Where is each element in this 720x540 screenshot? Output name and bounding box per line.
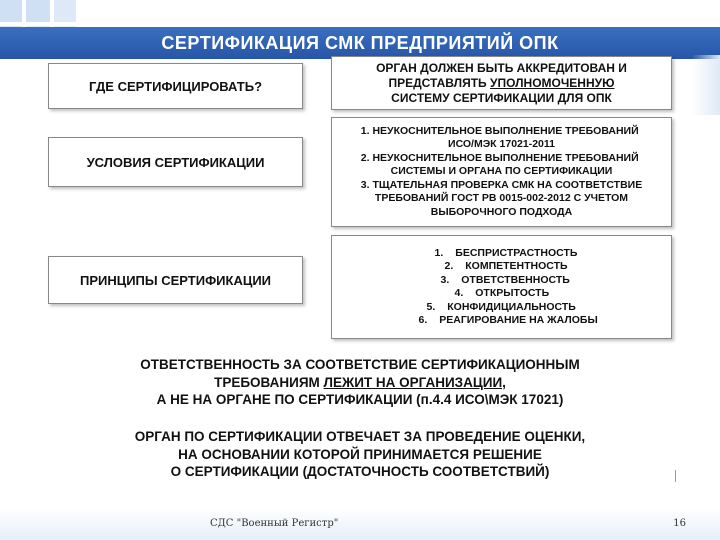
condition-line: ТРЕБОВАНИЙ ГОСТ РВ 0015-002-2012 С УЧЕТОМ: [374, 192, 629, 205]
statement-line: ОТВЕТСТВЕННОСТЬ ЗА СООТВЕТСТВИЕ СЕРТИФИКАЦИОННЫМ: [140, 357, 580, 372]
assessment-statement: [60, 428, 660, 481]
principles-list: [405, 247, 597, 328]
principle-number: 5.: [426, 300, 436, 313]
answer-line: СИСТЕМУ СЕРТИФИКАЦИИ ДЛЯ ОПК: [391, 90, 612, 105]
principle-number: 2.: [444, 260, 454, 272]
statement-line-part: ТРЕБОВАНИЯМ: [214, 374, 324, 390]
footer-organization: СДС "Военный Регистр": [210, 518, 339, 529]
label-certification-conditions-text: УСЛОВИЯ СЕРТИФИКАЦИИ: [86, 154, 265, 170]
statement-line: ОРГАН ПО СЕРТИФИКАЦИИ ОТВЕЧАЕТ ЗА ПРОВЕДЕНИЕ ОЦЕНКИ,: [134, 429, 586, 444]
principle-number: 1.: [434, 246, 444, 259]
principle-number: 4.: [454, 287, 464, 299]
principle-text: РЕАГИРОВАНИЕ НА ЖАЛОБЫ: [439, 314, 598, 326]
footer-band: [0, 508, 720, 540]
principle-item: [405, 247, 597, 261]
answer-line: [389, 76, 615, 91]
page-number: 16: [673, 518, 686, 529]
condition-line: 1. НЕУКОСНИТЕЛЬНОЕ ВЫПОЛНЕНИЕ ТРЕБОВАНИЙ: [360, 124, 639, 137]
principle-text: КОМПЕТЕНТНОСТЬ: [465, 260, 568, 272]
answer-line-part: ПРЕДСТАВЛЯТЬ: [388, 75, 490, 90]
answer-conditions-list: [331, 117, 672, 227]
answer-underlined-text: УПОЛНОМОЧЕННУЮ: [490, 75, 615, 90]
answer-line: ОРГАН ДОЛЖЕН БЫТЬ АККРЕДИТОВАН И: [376, 60, 627, 75]
principle-item: [405, 301, 597, 315]
condition-line: 2. НЕУКОСНИТЕЛЬНОЕ ВЫПОЛНЕНИЕ ТРЕБОВАНИЙ: [360, 151, 639, 164]
condition-line: 3. ТЩАТЕЛЬНАЯ ПРОВЕРКА СМК НА СООТВЕТСТВИЕ: [360, 178, 643, 191]
principle-item: [405, 274, 597, 288]
label-certification-principles-text: ПРИНЦИПЫ СЕРТИФИКАЦИИ: [79, 272, 272, 288]
principle-text: ОТКРЫТОСТЬ: [475, 287, 550, 299]
statement-line: О СЕРТИФИКАЦИИ (ДОСТАТОЧНОСТЬ СООТВЕТСТВИЙ): [170, 464, 550, 479]
principle-item: [405, 260, 597, 274]
condition-line: ВЫБОРОЧНОГО ПОДХОДА: [430, 205, 573, 218]
label-certification-conditions: [48, 137, 303, 187]
principle-text: КОНФИДИЦИАЛЬНОСТЬ: [447, 300, 576, 313]
principle-item: [405, 287, 597, 301]
slide-title: СЕРТИФИКАЦИЯ СМК ПРЕДПРИЯТИЙ ОПК: [161, 33, 559, 53]
statement-line: А НЕ НА ОРГАНЕ ПО СЕРТИФИКАЦИИ (п.4.4 ИСО\МЭК 17021): [156, 392, 564, 407]
side-decor-strip: [692, 55, 720, 115]
responsibility-statement: [60, 356, 660, 409]
answer-principles-list: [331, 235, 672, 339]
title-bar: [0, 27, 720, 59]
principle-item: [405, 314, 597, 328]
label-where-to-certify: [48, 63, 303, 109]
principle-number: 6.: [418, 314, 428, 326]
answer-accredited-body: [331, 56, 672, 110]
decor-tick: [675, 470, 676, 482]
statement-line: НА ОСНОВАНИИ КОТОРОЙ ПРИНИМАЕТСЯ РЕШЕНИЕ: [178, 446, 542, 462]
label-certification-principles: [48, 256, 303, 304]
conditions-list: [361, 125, 642, 220]
statement-line: [60, 374, 660, 392]
label-where-to-certify-text: ГДЕ СЕРТИФИЦИРОВАТЬ?: [88, 78, 263, 94]
statement-underlined-text: ЛЕЖИТ НА ОРГАНИЗАЦИИ,: [323, 374, 506, 390]
condition-line: ИСО/МЭК 17021-2011: [448, 138, 555, 151]
principle-text: БЕСПРИСТРАСТНОСТЬ: [455, 246, 578, 259]
principle-text: ОТВЕТСТВЕННОСТЬ: [461, 273, 570, 286]
condition-line: СИСТЕМЫ И ОРГАНА ПО СЕРТИФИКАЦИИ: [390, 165, 613, 178]
principle-number: 3.: [440, 273, 450, 286]
